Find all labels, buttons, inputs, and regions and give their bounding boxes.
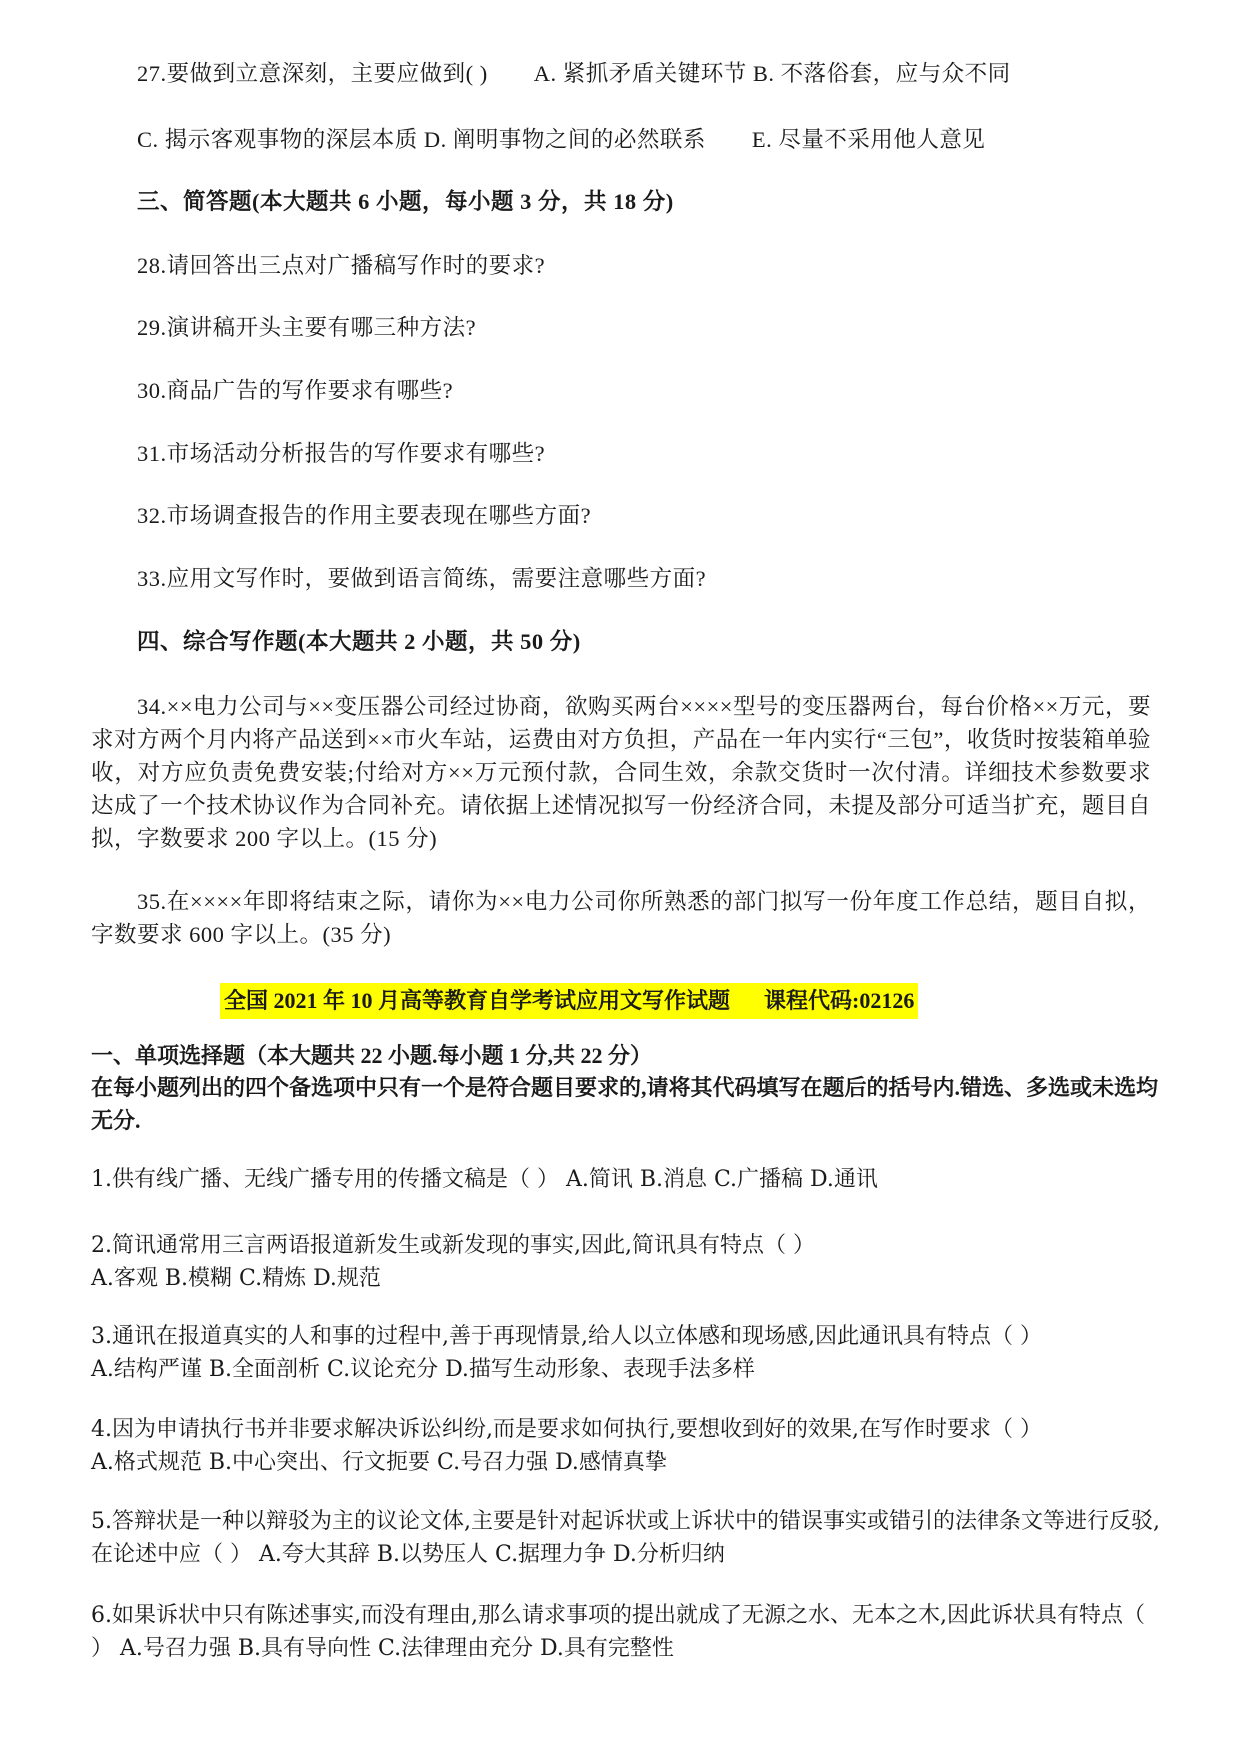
question-32: 32.市场调查报告的作用主要表现在哪些方面? bbox=[137, 503, 592, 528]
mc-question-4-stem: 4.因为申请执行书并非要求解决诉讼纠纷,而是要求如何执行,要想收到好的效果,在写作时要求（ ） bbox=[91, 1417, 1042, 1442]
mc-question-3-options: A.结构严谨 B.全面剖析 C.议论充分 D.描写生动形象、表现手法多样 bbox=[91, 1357, 755, 1382]
question-28: 28.请回答出三点对广播稿写作时的要求? bbox=[137, 253, 546, 278]
mc-question-4 bbox=[91, 1413, 1171, 1479]
mc-question-4-options: A.格式规范 B.中心突出、行文扼要 C.号召力强 D.感情真挚 bbox=[91, 1450, 667, 1475]
section3-heading: 三、简答题(本大题共 6 小题，每小题 3 分，共 18 分) bbox=[137, 189, 674, 214]
mc-question-2 bbox=[91, 1229, 1171, 1295]
mc-question-1-text: 1.供有线广播、无线广播专用的传播文稿是（ ） A.简讯 B.消息 C.广播稿 D.通讯 bbox=[91, 1167, 878, 1192]
mc-question-1 bbox=[91, 1163, 1171, 1196]
mc-question-2-options: A.客观 B.模糊 C.精炼 D.规范 bbox=[91, 1266, 381, 1291]
mc-question-6-text: 6.如果诉状中只有陈述事实,而没有理由,那么请求事项的提出就成了无源之水、无本之木,因此诉状具有特点（ ） A.号召力强 B.具有导向性 C.法律理由充分 D.具有完整性 bbox=[91, 1603, 1145, 1661]
section4-heading: 四、综合写作题(本大题共 2 小题，共 50 分) bbox=[137, 629, 581, 654]
mc-question-3 bbox=[91, 1320, 1171, 1386]
question-34: 34.××电力公司与××变压器公司经过协商，欲购买两台××××型号的变压器两台，每台价格××万元，要求对方两个月内将产品送到××市火车站，运费由对方负担，产品在一年内实行“三包”，收货时按装箱单验收，对方应负责免费安装;付给对方××万元预付款，合同生效，余款交货时一次付清。详细技术参数要求达成了一个技术协议作为合同补充。请依据上述情况拟写一份经济合同，未提及部分可适当扩充，题目自拟，字数要求 200 字以上。(15 分) bbox=[91, 694, 1151, 851]
part1-heading: 一、单项选择题（本大题共 22 小题.每小题 1 分,共 22 分） bbox=[91, 1043, 653, 1068]
exam-title: 全国 2021 年 10 月高等教育自学考试应用文写作试题 bbox=[224, 988, 731, 1013]
course-code: 课程代码:02126 bbox=[764, 988, 915, 1013]
part1-instructions: 在每小题列出的四个备选项中只有一个是符合题目要求的,请将其代码填写在题后的括号内.错选、多选或未选均无分. bbox=[91, 1075, 1159, 1133]
mc-question-3-stem: 3.通讯在报道真实的人和事的过程中,善于再现情景,给人以立体感和现场感,因此通讯具有特点（ ） bbox=[91, 1324, 1042, 1349]
question-31: 31.市场活动分析报告的写作要求有哪些? bbox=[137, 441, 546, 466]
q27-line2: C. 揭示客观事物的深层本质 D. 阐明事物之间的必然联系 E. 尽量不采用他人意见 bbox=[137, 127, 986, 152]
q27-line1: 27.要做到立意深刻，主要应做到( ) A. 紧抓矛盾关键环节 B. 不落俗套，应与众不同 bbox=[137, 61, 1011, 86]
question-33: 33.应用文写作时，要做到语言简练，需要注意哪些方面? bbox=[137, 566, 707, 591]
mc-question-6 bbox=[91, 1599, 1171, 1665]
question-30: 30.商品广告的写作要求有哪些? bbox=[137, 378, 454, 403]
mc-question-5-text: 5.答辩状是一种以辩驳为主的议论文体,主要是针对起诉状或上诉状中的错误事实或错引的法律条文等进行反驳,在论述中应（ ） A.夸大其辞 B.以势压人 C.据理力争 D.分析归纳 bbox=[91, 1509, 1160, 1567]
exam-title-banner bbox=[220, 983, 918, 1019]
mc-question-5 bbox=[91, 1505, 1171, 1571]
question-35: 35.在××××年即将结束之际，请你为××电力公司你所熟悉的部门拟写一份年度工作总结，题目自拟，字数要求 600 字以上。(35 分) bbox=[91, 889, 1151, 947]
question-29: 29.演讲稿开头主要有哪三种方法? bbox=[137, 315, 477, 340]
mc-question-2-stem: 2.简讯通常用三言两语报道新发生或新发现的事实,因此,简讯具有特点（ ） bbox=[91, 1233, 815, 1258]
